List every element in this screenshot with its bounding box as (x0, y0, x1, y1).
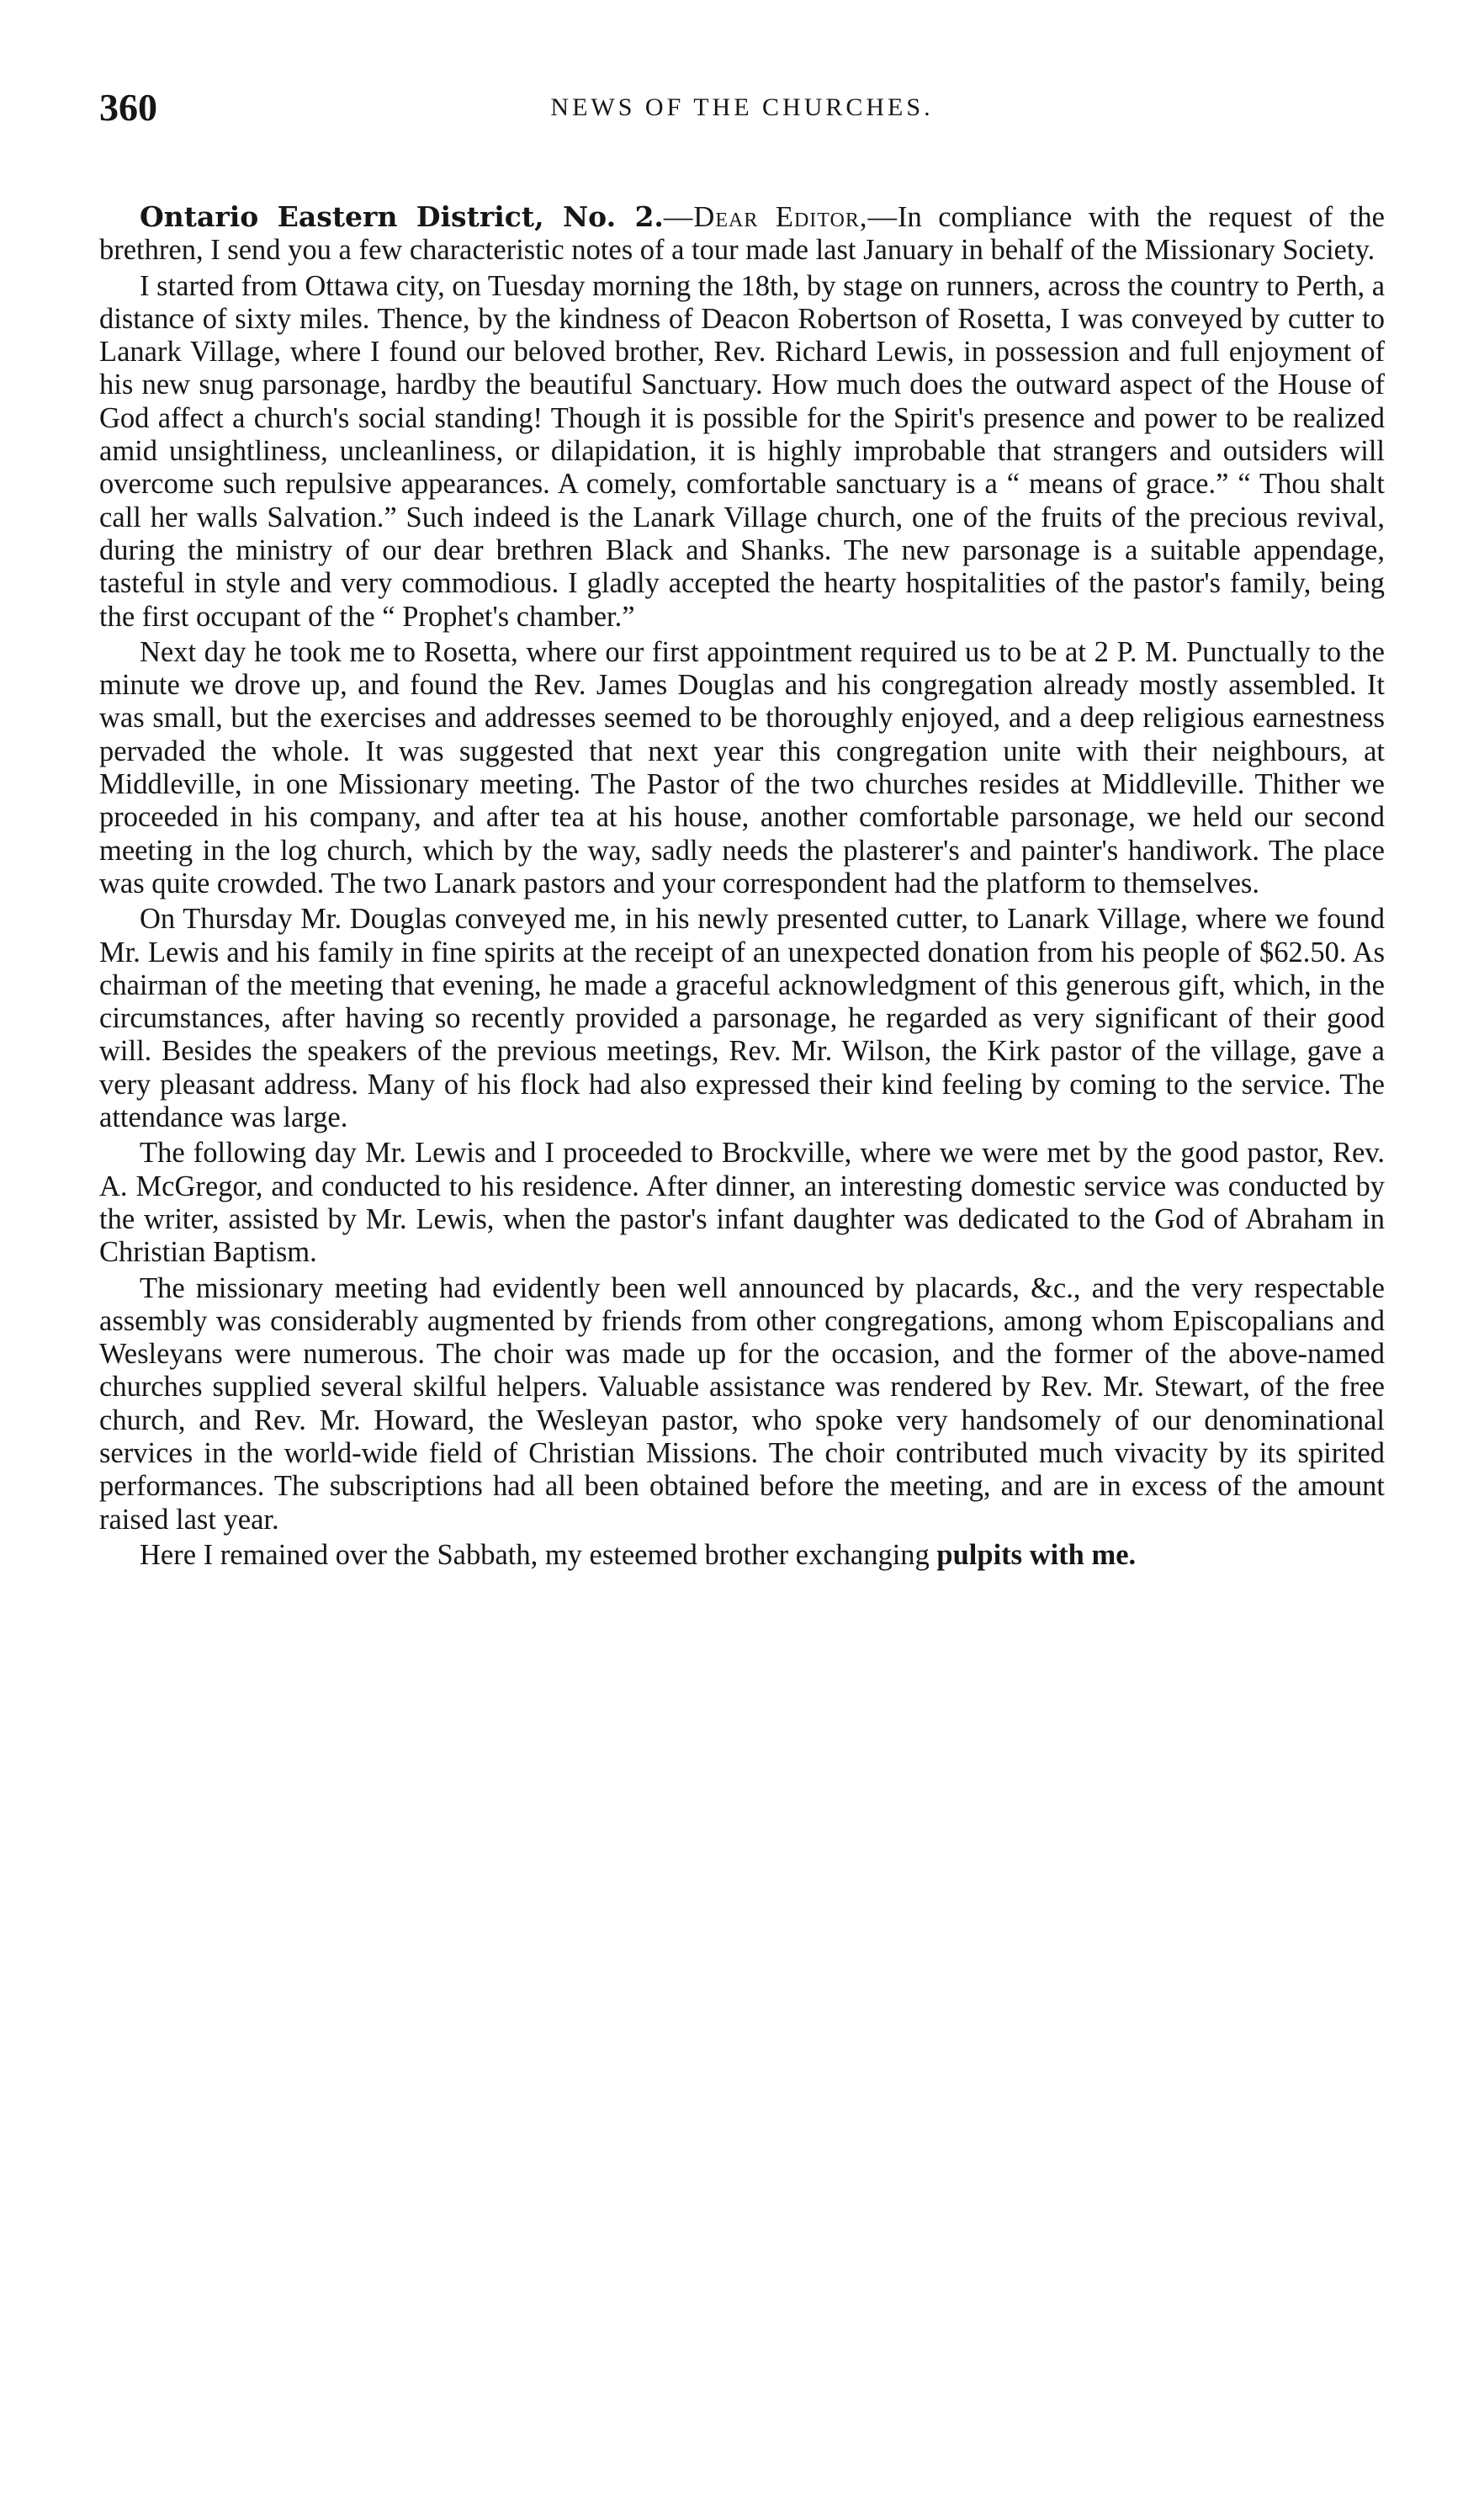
article-body (99, 200, 1385, 1572)
paragraph: On Thursday Mr. Douglas conveyed me, in his newly presented cutter, to Lanark Village, where we found Mr. Lewis and his family in fine spirits at the receipt of an unexpected donation from his people of $62.50. As chairman of the meeting that evening, he made a graceful acknowledgment of this generous gift, which, in the circumstances, after having so recently provided a parsonage, he regarded as very significant of their good will. Besides the speakers of the previous meetings, Rev. Mr. Wilson, the Kirk pastor of the village, gave a very pleasant address. Many of his flock had also expressed their kind feeling by coming to the service. The attendance was large. (99, 903, 1385, 1134)
page (99, 84, 1385, 1574)
paragraph: The missionary meeting had evidently been well announced by placards, &c., and the very respectable assembly was considerably augmented by friends from other congregations, among whom Episcopalians and Wesleyans were numerous. The choir was made up for the occasion, and the former of the above-named churches supplied several skilful helpers. Valuable assistance was rendered by Rev. Mr. Stewart, of the free church, and Rev. Mr. Howard, the Wesleyan pastor, who spoke very handsomely of our denominational services in the world-wide field of Christian Missions. The choir contributed much vivacity by its spirited performances. The subscriptions had all been obtained before the meeting, and are in excess of the amount raised last year. (99, 1271, 1385, 1536)
running-head (99, 84, 1385, 151)
article-heading: Ontario Eastern District, No. 2. (140, 200, 664, 233)
paragraph: The following day Mr. Lewis and I proceeded to Brockville, where we were met by the good pastor, Rev. A. McGregor, and conducted to his residence. After dinner, an interesting domestic service was conducted by the writer, assisted by Mr. Lewis, when the pastor's infant daughter was dedicated to the God of Abraham in Christian Baptism. (99, 1137, 1385, 1269)
closing-text: Here I remained over the Sabbath, my esteemed brother exchanging (140, 1538, 937, 1571)
salutation: —Dear Editor,— (663, 201, 898, 233)
paragraph: Next day he took me to Rosetta, where our first appointment required us to be at 2 P. M. Punctually to the minute we drove up, and found the Rev. James Douglas and his congregation already mostly assembled. It was small, but the exercises and addresses seemed to be thoroughly enjoyed, and a deep religious earnestness pervaded the whole. It was suggested that next year this congregation unite with their neighbours, at Middleville, in one Missionary meeting. The Pastor of the two churches resides at Middleville. Thither we proceeded in his company, and after tea at his house, another comfortable parsonage, we held our second meeting in the log church, which by the way, sadly needs the plasterer's and painter's handiwork. The place was quite crowded. The two Lanark pastors and your correspondent had the platform to themselves. (99, 635, 1385, 899)
article-opening-paragraph (99, 200, 1385, 268)
paragraph: I started from Ottawa city, on Tuesday morning the 18th, by stage on runners, across the country to Perth, a distance of sixty miles. Thence, by the kindness of Deacon Robertson of Rosetta, I was conveyed by cutter to Lanark Village, where I found our beloved brother, Rev. Richard Lewis, in possession and full enjoyment of his new snug parsonage, hardby the beautiful Sanctuary. How much does the outward aspect of the House of God affect a church's social standing! Though it is possible for the Spirit's presence and power to be realized amid unsightliness, uncleanliness, or dilapidation, it is highly improbable that strangers and outsiders will overcome such repulsive appearances. A comely, comfortable sanctuary is a “ means of grace.” “ Thou shalt call her walls Salvation.” Such indeed is the Lanark Village church, one of the fruits of the precious revival, during the ministry of our dear brethren Black and Shanks. The new parsonage is a suitable appendage, tasteful in style and very commodious. I gladly accepted the hearty hospitalities of the pastor's family, being the first occupant of the “ Prophet's chamber.” (99, 269, 1386, 633)
page-number: 360 (99, 86, 157, 129)
paragraph-text: In compliance with the request of the brethren, I send you a few characteristic notes of a tour made last January in behalf of the Missionary Society. (99, 201, 1385, 267)
closing-emphasis: pulpits with me. (936, 1538, 1137, 1571)
running-title: NEWS OF THE CHURCHES. (550, 93, 934, 121)
closing-paragraph (99, 1539, 1385, 1572)
